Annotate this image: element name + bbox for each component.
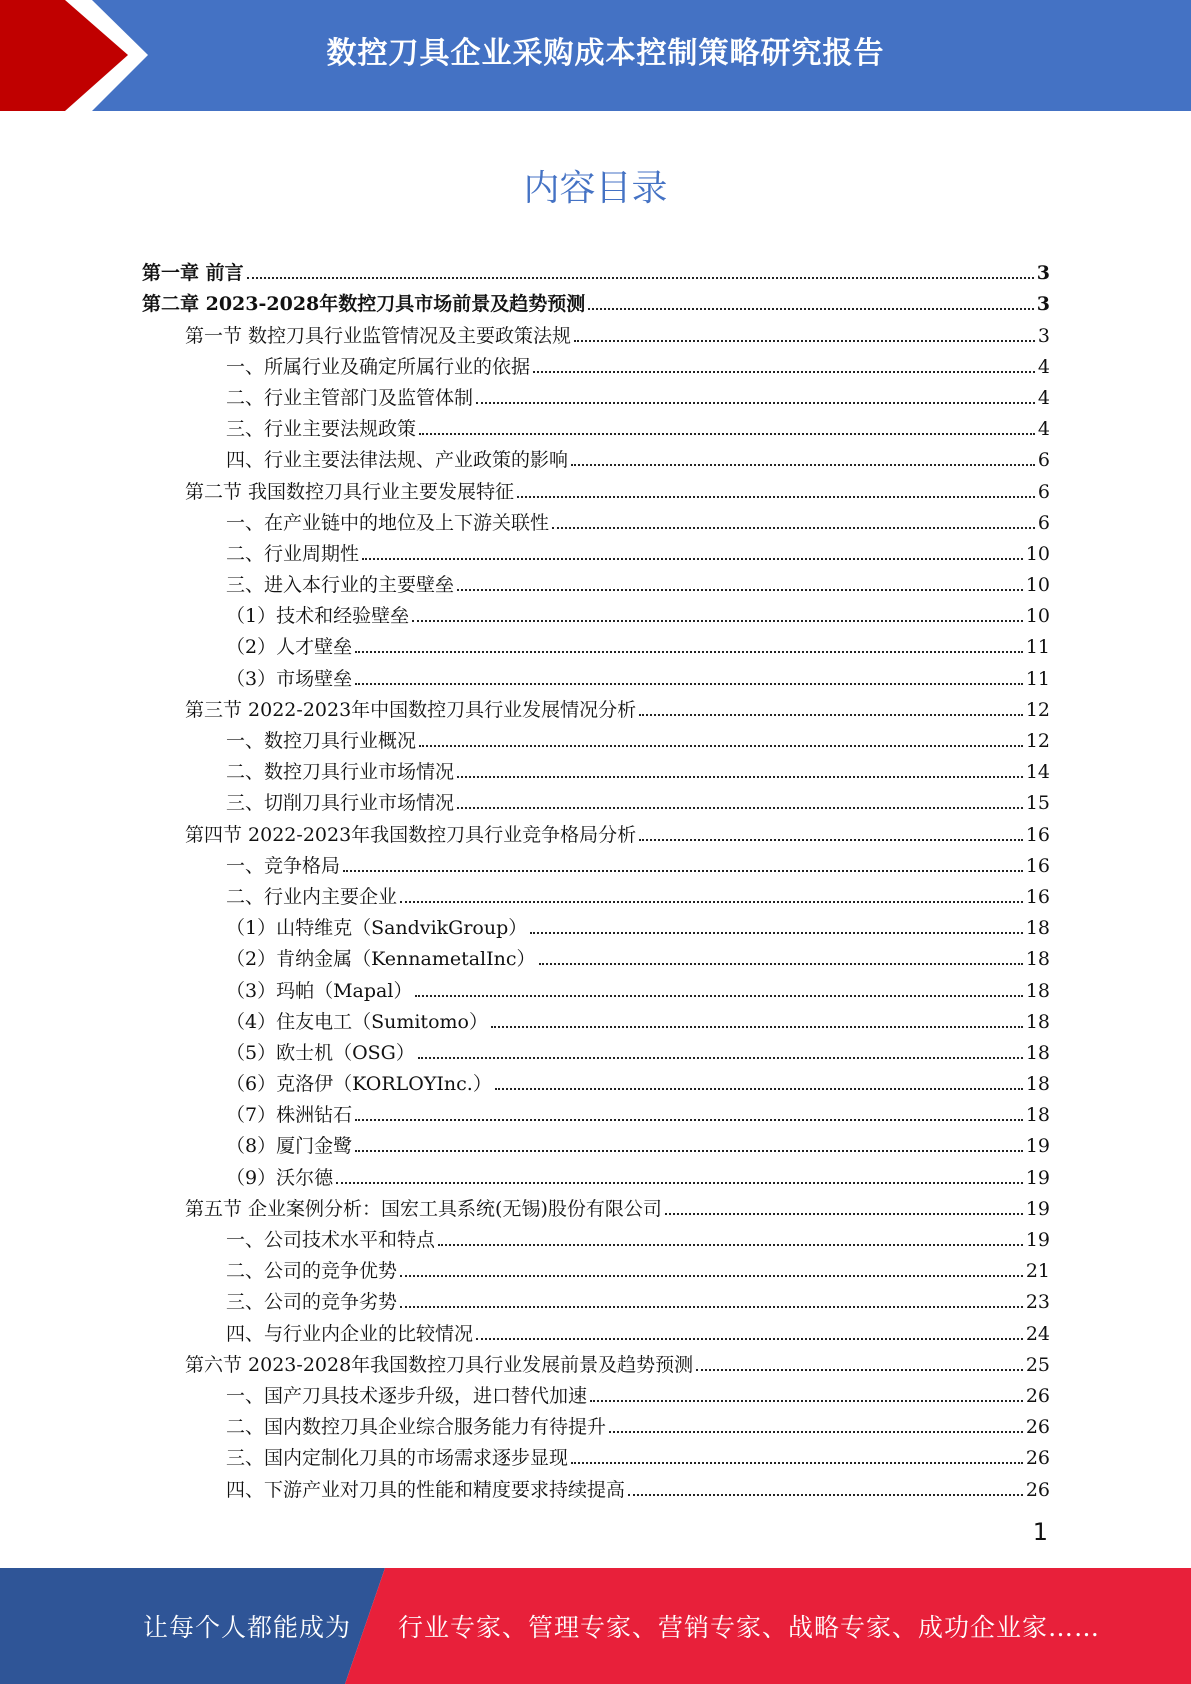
toc-entry-page: 10: [1025, 574, 1050, 597]
toc-entry-title: （7）株洲钻石: [226, 1104, 353, 1127]
toc-entry-title: （2）人才壁垒: [226, 636, 353, 659]
toc-entry-title: （2）肯纳金属（KennametalInc）: [226, 948, 536, 971]
toc-entry[interactable]: [140, 503, 1050, 534]
toc-entry-page: 16: [1025, 854, 1050, 877]
toc-entry-title: 二、行业主管部门及监管体制: [226, 386, 474, 409]
toc-entry-page: 10: [1025, 605, 1050, 628]
toc-entry-page: 19: [1025, 1135, 1050, 1158]
toc-entry-page: 25: [1025, 1353, 1050, 1376]
toc-entry-page: 26: [1025, 1478, 1050, 1501]
toc-entry-title: 第四节 2022-2023年我国数控刀具行业竞争格局分析: [185, 823, 637, 846]
toc-entry[interactable]: [140, 627, 1050, 658]
toc-entry-page: 19: [1025, 1197, 1050, 1220]
toc-entry[interactable]: [140, 409, 1050, 440]
toc-entry-page: 26: [1025, 1447, 1050, 1470]
toc-entry-page: 18: [1025, 1010, 1050, 1033]
toc-leader-dots: [476, 402, 1035, 404]
toc-leader-dots: [400, 901, 1023, 903]
toc-entry[interactable]: [140, 471, 1050, 502]
toc-entry-page: 18: [1025, 1073, 1050, 1096]
toc-entry-page: 6: [1037, 511, 1050, 534]
toc-entry-title: 第五节 企业案例分析：国宏工具系统(无锡)股份有限公司: [185, 1197, 662, 1220]
toc-leader-dots: [609, 1431, 1023, 1433]
toc-leader-dots: [457, 776, 1023, 778]
toc-entry-title: 一、在产业链中的地位及上下游关联性: [226, 511, 550, 534]
toc-leader-dots: [355, 651, 1023, 653]
toc-entry[interactable]: [140, 1126, 1050, 1157]
toc-entry-page: 3: [1036, 262, 1050, 285]
toc-entry-title: （4）住友电工（Sumitomo）: [226, 1010, 488, 1033]
toc-entry-title: 第二章 2023-2028年数控刀具市场前景及趋势预测: [142, 293, 586, 316]
toc-leader-dots: [665, 1213, 1023, 1215]
toc-leader-dots: [530, 932, 1023, 934]
toc-entry[interactable]: [140, 1345, 1050, 1376]
toc-entry[interactable]: [140, 1407, 1050, 1438]
toc-leader-dots: [418, 1057, 1023, 1059]
toc-entry-page: 18: [1025, 948, 1050, 971]
toc-leader-dots: [639, 839, 1023, 841]
toc-entry-title: 二、国内数控刀具企业综合服务能力有待提升: [226, 1416, 607, 1439]
toc-entry-title: 一、国产刀具技术逐步升级，进口替代加速: [226, 1384, 588, 1407]
footer-slogan-right: 行业专家、管理专家、营销专家、战略专家、成功企业家……: [398, 1613, 1101, 1642]
footer-slogan-left: 让每个人都能成为: [143, 1613, 352, 1642]
toc-entry-title: 第二节 我国数控刀具行业主要发展特征: [185, 480, 515, 503]
toc-leader-dots: [355, 683, 1023, 685]
toc-leader-dots: [590, 1400, 1023, 1402]
toc-entry[interactable]: [140, 877, 1050, 908]
toc-entry-page: 19: [1025, 1229, 1050, 1251]
toc-entry[interactable]: [140, 1376, 1050, 1407]
toc-entry-title: （3）市场壁垒: [226, 667, 353, 690]
toc-entry-page: 4: [1037, 355, 1050, 378]
toc-leader-dots: [539, 963, 1023, 965]
toc-entry-title: （1）山特维克（SandvikGroup）: [226, 917, 528, 940]
toc-entry-title: 四、下游产业对刀具的性能和精度要求持续提高: [226, 1478, 626, 1501]
toc-entry-title: 三、行业主要法规政策: [226, 418, 417, 441]
toc-entry[interactable]: [140, 284, 1050, 315]
toc-leader-dots: [247, 277, 1034, 279]
toc-entry[interactable]: [140, 565, 1050, 596]
toc-entry[interactable]: [140, 440, 1050, 471]
toc-entry-page: 15: [1025, 792, 1050, 815]
toc-leader-dots: [457, 807, 1023, 809]
toc-entry-page: 26: [1025, 1384, 1050, 1407]
toc-leader-dots: [336, 1182, 1023, 1184]
report-title: 数控刀具企业采购成本控制策略研究报告: [326, 36, 885, 71]
toc-entry-page: 12: [1025, 730, 1050, 752]
toc-entry[interactable]: [140, 1313, 1050, 1344]
toc-entry[interactable]: [140, 1157, 1050, 1188]
toc-leader-dots: [639, 714, 1023, 716]
toc-entry[interactable]: [140, 690, 1050, 721]
toc-entry[interactable]: [140, 721, 1050, 752]
toc-entry-title: 第三节 2022-2023年中国数控刀具行业发展情况分析: [185, 698, 637, 721]
toc-entry-title: 三、切削刀具行业市场情况: [226, 792, 455, 815]
toc-entry-page: 23: [1025, 1291, 1050, 1314]
toc-entry-title: （5）欧士机（OSG）: [226, 1041, 415, 1064]
toc-entry-page: 16: [1025, 823, 1050, 846]
toc-entry[interactable]: [140, 253, 1050, 284]
toc-entry[interactable]: [140, 596, 1050, 627]
toc-entry[interactable]: [140, 908, 1050, 939]
toc-entry[interactable]: [140, 1438, 1050, 1469]
toc-leader-dots: [400, 1306, 1023, 1308]
toc-leader-dots: [412, 620, 1023, 622]
toc-entry[interactable]: [140, 1469, 1050, 1500]
toc-entry-title: 三、公司的竞争劣势: [226, 1291, 398, 1314]
footer-band: [0, 1568, 1191, 1684]
toc-entry-page: 18: [1025, 1041, 1050, 1064]
toc-leader-dots: [571, 1462, 1023, 1464]
toc-entry[interactable]: [140, 1064, 1050, 1095]
toc-entry-page: 18: [1025, 917, 1050, 940]
toc-entry-page: 11: [1025, 667, 1050, 690]
toc-entry-title: 三、进入本行业的主要壁垒: [226, 574, 455, 597]
toc-leader-dots: [571, 464, 1035, 466]
toc-entry[interactable]: [140, 1282, 1050, 1313]
toc-leader-dots: [588, 308, 1034, 310]
toc-entry[interactable]: [140, 378, 1050, 409]
toc-leader-dots: [419, 745, 1023, 747]
toc-entry-page: 6: [1037, 480, 1050, 503]
toc-entry-page: 3: [1036, 293, 1050, 316]
toc-leader-dots: [355, 1119, 1023, 1121]
toc-entry-title: 三、国内定制化刀具的市场需求逐步显现: [226, 1447, 569, 1470]
toc-entry[interactable]: [140, 752, 1050, 783]
toc-entry-page: 3: [1037, 324, 1050, 347]
toc-entry-page: 18: [1025, 979, 1050, 1002]
toc-leader-dots: [491, 1026, 1023, 1028]
toc-entry-title: （1）技术和经验壁垒: [226, 605, 410, 628]
toc-entry-page: 16: [1025, 885, 1050, 908]
toc-entry-title: （6）克洛伊（KORLOYInc.）: [226, 1073, 492, 1096]
toc-entry-title: 二、行业内主要企业: [226, 885, 398, 908]
toc-entry[interactable]: [140, 1095, 1050, 1126]
toc-leader-dots: [495, 1088, 1023, 1090]
toc-leader-dots: [517, 496, 1035, 498]
toc-entry-title: 一、数控刀具行业概况: [226, 730, 417, 752]
toc-entry-title: （3）玛帕（Mapal）: [226, 979, 413, 1002]
toc-heading: 内容目录: [523, 168, 668, 209]
toc-leader-dots: [552, 527, 1035, 529]
toc-entry[interactable]: [140, 658, 1050, 689]
toc-entry[interactable]: [140, 846, 1050, 877]
toc-entry-page: 19: [1025, 1166, 1050, 1189]
toc-leader-dots: [476, 1338, 1023, 1340]
toc-leader-dots: [343, 870, 1023, 872]
toc-leader-dots: [628, 1494, 1023, 1496]
table-of-contents: [140, 253, 1050, 1501]
header-band: [0, 0, 1191, 111]
toc-entry[interactable]: [140, 970, 1050, 1001]
toc-entry[interactable]: [140, 1002, 1050, 1033]
toc-entry-page: 26: [1025, 1416, 1050, 1439]
toc-entry-page: 6: [1037, 449, 1050, 472]
toc-entry-title: 二、公司的竞争优势: [226, 1260, 398, 1283]
toc-leader-dots: [533, 371, 1035, 373]
toc-entry-title: 一、公司技术水平和特点: [226, 1229, 436, 1251]
toc-entry[interactable]: [140, 1033, 1050, 1064]
toc-entry[interactable]: [140, 783, 1050, 814]
toc-entry-title: 第六节 2023-2028年我国数控刀具行业发展前景及趋势预测: [185, 1353, 694, 1376]
toc-leader-dots: [415, 995, 1022, 997]
toc-leader-dots: [362, 558, 1023, 560]
toc-entry[interactable]: [140, 1251, 1050, 1282]
toc-leader-dots: [696, 1369, 1023, 1371]
toc-entry[interactable]: [140, 1189, 1050, 1220]
toc-entry-title: 一、竞争格局: [226, 854, 341, 877]
toc-entry[interactable]: [140, 315, 1050, 346]
toc-entry-title: 四、行业主要法律法规、产业政策的影响: [226, 449, 569, 472]
toc-leader-dots: [574, 340, 1035, 342]
toc-entry-page: 11: [1025, 636, 1050, 659]
toc-entry-title: （9）沃尔德: [226, 1166, 334, 1189]
toc-entry[interactable]: [140, 814, 1050, 845]
toc-leader-dots: [355, 1150, 1023, 1152]
toc-entry-page: 4: [1037, 418, 1050, 441]
toc-entry-page: 14: [1025, 761, 1050, 784]
toc-entry[interactable]: [140, 939, 1050, 970]
toc-entry-page: 24: [1025, 1322, 1050, 1345]
toc-leader-dots: [400, 1275, 1023, 1277]
toc-entry-title: 第一章 前言: [142, 262, 244, 285]
toc-entry-title: 第一节 数控刀具行业监管情况及主要政策法规: [185, 324, 572, 347]
toc-entry[interactable]: [140, 1220, 1050, 1251]
toc-entry-page: 4: [1037, 386, 1050, 409]
toc-leader-dots: [438, 1244, 1023, 1246]
toc-leader-dots: [419, 433, 1035, 435]
toc-entry-page: 10: [1025, 542, 1050, 565]
toc-entry-title: 二、行业周期性: [226, 542, 360, 565]
toc-entry-page: 21: [1025, 1260, 1050, 1283]
toc-entry[interactable]: [140, 534, 1050, 565]
toc-entry-title: 二、数控刀具行业市场情况: [226, 761, 455, 784]
toc-leader-dots: [457, 589, 1023, 591]
toc-entry[interactable]: [140, 347, 1050, 378]
toc-entry-title: （8）厦门金鹭: [226, 1135, 353, 1158]
toc-entry-page: 18: [1025, 1104, 1050, 1127]
toc-entry-title: 一、所属行业及确定所属行业的依据: [226, 355, 531, 378]
toc-entry-page: 12: [1025, 698, 1050, 721]
page-number: 1: [1032, 1518, 1048, 1546]
toc-entry-title: 四、与行业内企业的比较情况: [226, 1322, 474, 1345]
